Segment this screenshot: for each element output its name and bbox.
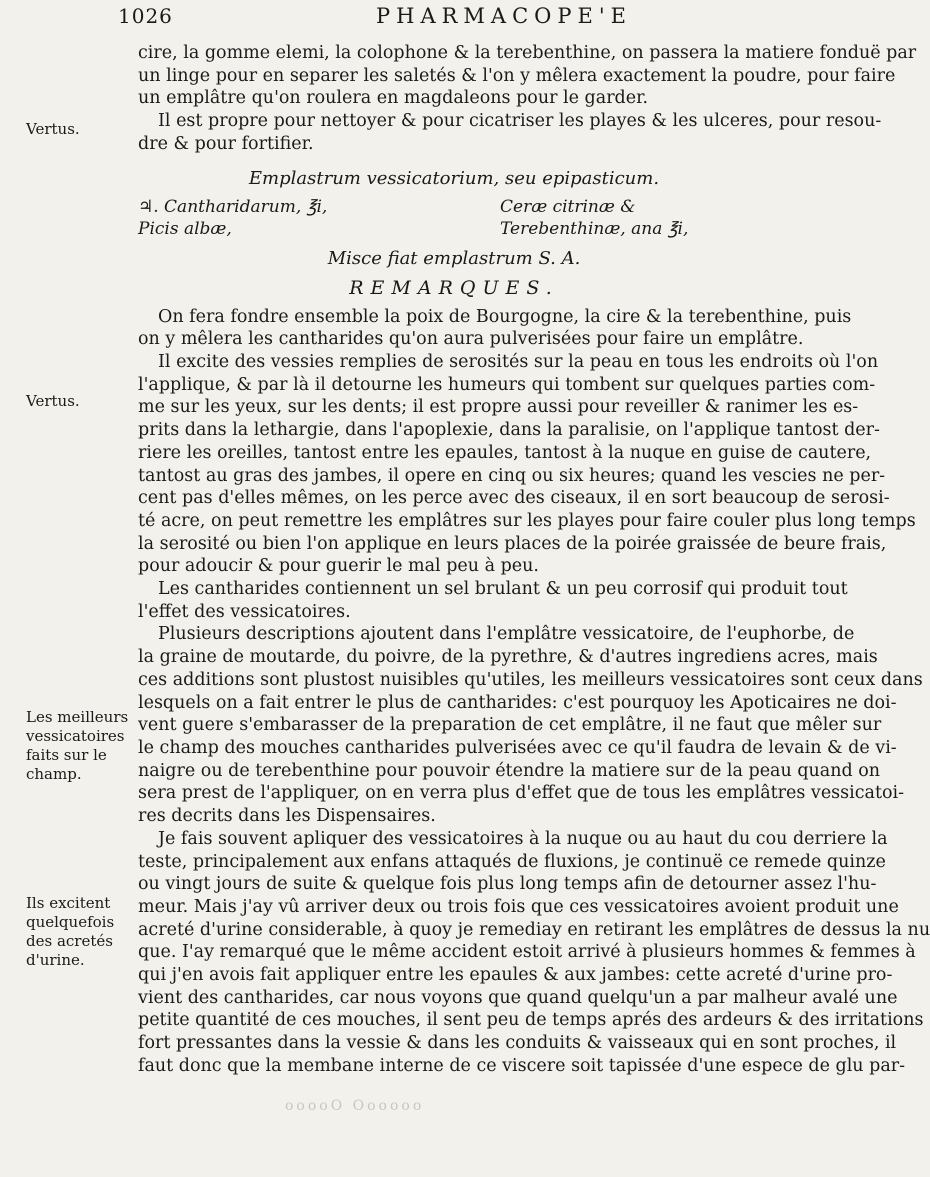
text-line: Je fais souvent apliquer des vessicatoires à la nuque ou au haut du cou derriere la xyxy=(158,828,888,849)
paragraph-cantharides xyxy=(138,578,848,623)
text-line: cent pas d'elles mêmes, on les perce avec des ciseaux, il en sort beaucoup de serosi- xyxy=(138,488,890,509)
text-line: la graine de moutarde, du poivre, de la pyrethre, & d'autres ingrediens acres, mais xyxy=(138,647,878,668)
text-line: l'applique, & par là il detourne les humeurs qui tombent sur quelques parties com- xyxy=(138,374,876,395)
text-line: té acre, on peut remettre les emplâtres sur les playes pour faire couler plus long temps xyxy=(138,510,916,531)
recipe-title: Emplastrum vessicatorium, seu epipasticum. xyxy=(248,167,660,189)
text-line: ces additions sont plustost nuisibles qu'utiles, les meilleurs vessicatoires sont ceux dans xyxy=(138,669,923,690)
page-header xyxy=(118,4,798,28)
recipe-closing: Misce fiat emplastrum S. A. xyxy=(327,248,581,270)
main-text xyxy=(138,42,930,1078)
recipe-ingredients xyxy=(138,196,770,242)
paragraph-preparation xyxy=(138,306,852,351)
text-line: sera prest de l'appliquer, on en verra plus d'effet que de tous les emplâtres vessicatoi- xyxy=(138,783,905,804)
margin-note-line: d'urine. xyxy=(26,951,85,969)
vertus-paragraph-1 xyxy=(138,110,882,155)
margin-note-line: Les meilleurs xyxy=(26,708,129,726)
vertus-paragraph-2 xyxy=(138,351,916,578)
margin-note-vertus-2: Vertus. xyxy=(26,392,80,410)
text-line: me sur les yeux, sur les dents; il est propre aussi pour reveiller & ranimer les es- xyxy=(138,397,859,418)
paragraph-application xyxy=(138,828,930,1078)
text-line: fort pressantes dans la vessie & dans les conduits & vaisseaux qui en sont proches, il xyxy=(138,1033,897,1054)
text-line: ou vingt jours de suite & quelque fois plus long temps afin de detourner assez l'hu- xyxy=(138,874,877,895)
text-line: pour adoucir & pour guerir le mal peu à peu. xyxy=(138,556,539,577)
text-line: prits dans la lethargie, dans l'apoplexie, dans la paralisie, on l'applique tantost der- xyxy=(138,420,880,441)
text-line: vient des cantharides, car nous voyons que quand quelqu'un a par malheur avalé une xyxy=(138,987,898,1008)
text-line: lesquels on a fait entrer le plus de cantharides: c'est pourquoy les Apoticaires ne doi- xyxy=(138,692,897,713)
text-line: acreté d'urine considerable, à quoy je remediay en retirant les emplâtres de dessus la nu xyxy=(138,919,930,940)
text-line: dre & pour fortifier. xyxy=(138,133,314,154)
text-line: On fera fondre ensemble la poix de Bourgogne, la cire & la terebenthine, puis xyxy=(158,306,852,327)
text-line: la serosité ou bien l'on applique en leurs places de la poirée graissée de beure frais, xyxy=(138,533,887,554)
text-line: Il excite des vessies remplies de serosités sur la peau en tous les endroits où l'on xyxy=(158,352,879,373)
margin-note-line: vessicatoires xyxy=(26,727,125,745)
ingredient-line: Picis albæ, xyxy=(138,219,232,240)
recipe-left-column xyxy=(138,196,327,240)
ingredient-line: ♃. Cantharidarum, ℥i, xyxy=(138,197,328,218)
text-line: tantost au gras des jambes, il opere en cinq ou six heures; quand les vescies ne per- xyxy=(138,465,886,486)
text-line: un linge pour en separer les saletés & l'on y mêlera exactement la poudre, pour faire xyxy=(138,65,896,86)
text-line: on y mêlera les cantharides qu'on aura pulverisées pour faire un emplâtre. xyxy=(138,329,804,350)
intro-paragraph xyxy=(138,42,917,110)
text-line: qui j'en avois fait appliquer entre les epaules & aux jambes: cette acreté d'urine pro- xyxy=(138,965,893,986)
margin-note-vertus-1: Vertus. xyxy=(26,120,80,138)
text-line: l'effet des vessicatoires. xyxy=(138,601,351,622)
margin-note-line: des acretés xyxy=(26,932,113,950)
margin-note-meilleurs-vessicatoires xyxy=(26,708,128,784)
text-line: que. I'ay remarqué que le même accident estoit arrivé à plusieurs hommes & femmes à xyxy=(138,942,916,963)
margin-note-line: Ils excitent xyxy=(26,894,111,912)
section-heading-remarques: REMARQUES. xyxy=(349,276,559,299)
text-line: faut donc que la membane interne de ce viscere soit tapissée d'une espece de glu par- xyxy=(138,1055,906,1076)
margin-note-line: quelquefois xyxy=(26,913,115,931)
bleed-through-text: ooooO Oooooo xyxy=(285,1098,425,1114)
text-line: res decrits dans les Dispensaires. xyxy=(138,806,436,827)
text-line: riere les oreilles, tantost entre les epaules, tantost à la nuque en guise de cautere, xyxy=(138,442,872,463)
text-line: petite quantité de ces mouches, il sent peu de temps aprés des ardeurs & des irritations xyxy=(138,1010,924,1031)
margin-note-line: champ. xyxy=(26,765,82,783)
ingredient-line: Ceræ citrinæ & xyxy=(500,197,636,218)
running-title: PHARMACOPE'E xyxy=(376,4,632,28)
text-line: naigre ou de terebenthine pour pouvoir étendre la matiere sur de la peau quand on xyxy=(138,760,881,781)
page-number: 1026 xyxy=(118,4,173,28)
text-line: Plusieurs descriptions ajoutent dans l'emplâtre vessicatoire, de l'euphorbe, de xyxy=(158,624,855,645)
recipe-right-column xyxy=(500,196,688,240)
ingredient-line: Terebenthinæ, ana ℥i, xyxy=(500,219,689,240)
text-line: meur. Mais j'ay vû arriver deux ou trois fois que ces vessicatoires avoient produit une xyxy=(138,896,899,917)
margin-note-line: faits sur le xyxy=(26,746,107,764)
margin-note-acretes-urine xyxy=(26,894,114,970)
text-line: teste, principalement aux enfans attaqués de fluxions, je continuë ce remede quinze xyxy=(138,851,886,872)
text-line: cire, la gomme elemi, la colophone & la terebenthine, on passera la matiere fonduë par xyxy=(138,43,917,63)
paragraph-descriptions xyxy=(138,623,923,827)
text-line: un emplâtre qu'on roulera en magdaleons pour le garder. xyxy=(138,88,649,109)
text-line: le champ des mouches cantharides pulverisées avec ce qu'il faudra de levain & de vi- xyxy=(138,737,897,758)
text-line: Les cantharides contiennent un sel brulant & un peu corrosif qui produit tout xyxy=(158,579,848,600)
text-line: Il est propre pour nettoyer & pour cicatriser les playes & les ulceres, pour resou- xyxy=(158,111,882,132)
text-line: vent guere s'embarasser de la preparation de cet emplâtre, il ne faut que mêler sur xyxy=(138,715,882,736)
